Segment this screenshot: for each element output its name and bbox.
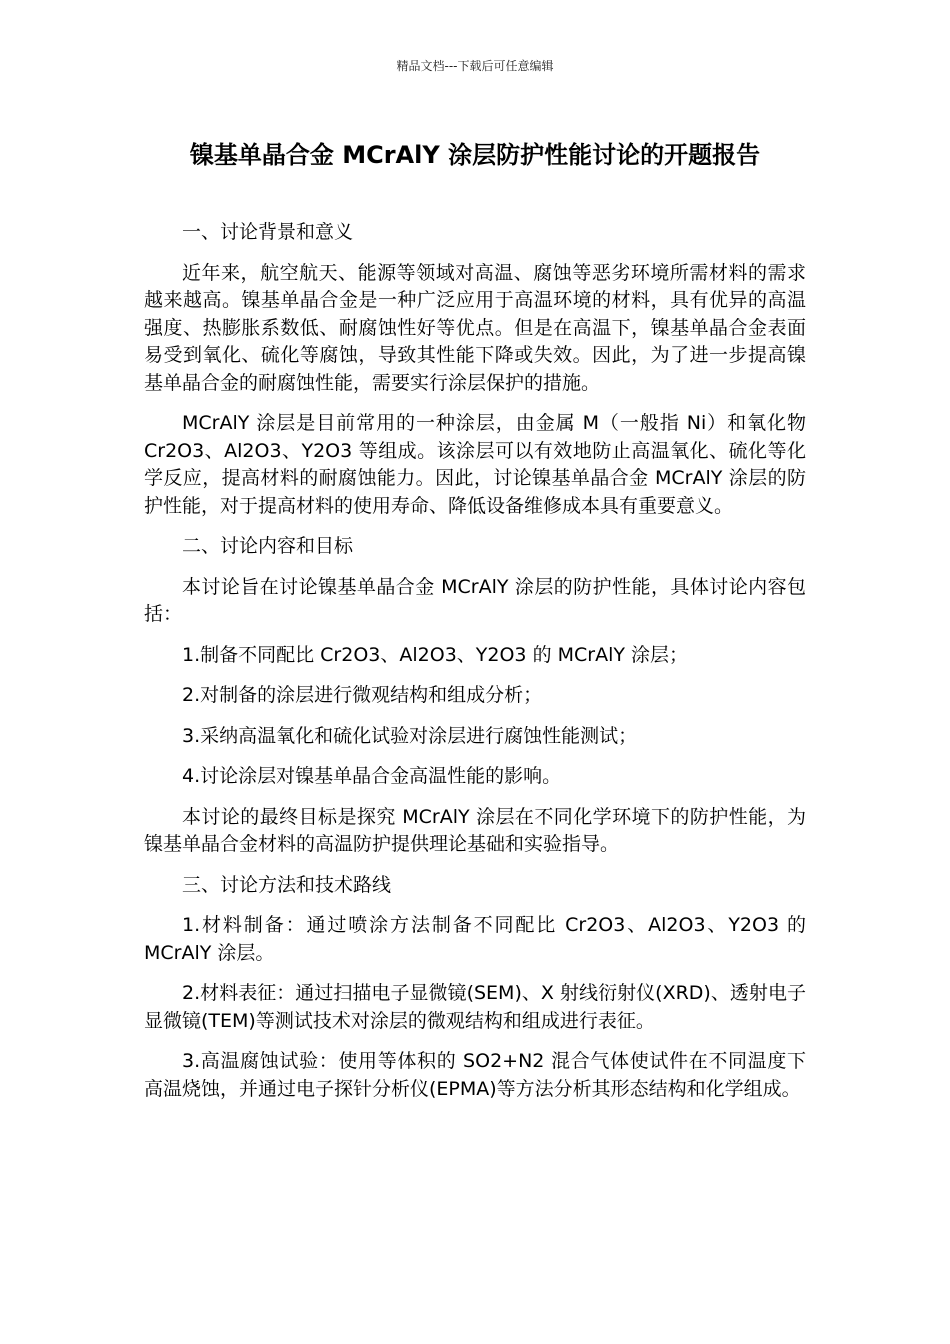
paragraph-content-intro: 本讨论旨在讨论镍基单晶合金 MCrAlY 涂层的防护性能，具体讨论内容包括： <box>144 575 806 625</box>
document-title: 镍基单晶合金 MCrAlY 涂层防护性能讨论的开题报告 <box>189 141 761 169</box>
list-item-content-3: 3.采纳高温氧化和硫化试验对涂层进行腐蚀性能测试； <box>182 724 638 747</box>
section-heading-methods: 三、讨论方法和技术路线 <box>182 873 392 896</box>
document-body <box>144 219 806 1116</box>
section-heading-content: 二、讨论内容和目标 <box>182 535 354 557</box>
section-heading-background: 一、讨论背景和意义 <box>182 221 354 243</box>
page-header: 精品文档---下载后可任意编辑 <box>396 59 554 73</box>
list-item-method-1: 1.材料制备：通过喷涂方法制备不同配比 Cr2O3、Al2O3、Y2O3 的 MCrAlY 涂层。 <box>144 914 806 964</box>
paragraph-background: 近年来，航空航天、能源等领域对高温、腐蚀等恶劣环境所需材料的需求越来越高。镍基单晶合金是一种广泛应用于高温环境的材料，具有优异的高温强度、热膨胀系数低、耐腐蚀性好等优点。但是在高温下，镍基单晶合金表面易受到氧化、硫化等腐蚀，导致其性能下降或失效。因此，为了进一步提高镍基单晶合金的耐腐蚀性能，需要实行涂层保护的措施。 <box>144 261 806 394</box>
list-item-content-2: 2.对制备的涂层进行微观结构和组成分析； <box>182 684 543 706</box>
list-item-method-3: 3.高温腐蚀试验：使用等体积的 SO2+N2 混合气体使试件在不同温度下高温烧蚀，并通过电子探针分析仪(EPMA)等方法分析其形态结构和化学组成。 <box>144 1050 806 1100</box>
list-item-content-1: 1.制备不同配比 Cr2O3、Al2O3、Y2O3 的 MCrAlY 涂层； <box>182 643 688 666</box>
list-item-content-4: 4.讨论涂层对镍基单晶合金高温性能的影响。 <box>182 765 562 787</box>
paragraph-goal: 本讨论的最终目标是探究 MCrAlY 涂层在不同化学环境下的防护性能，为镍基单晶合金材料的高温防护提供理论基础和实验指导。 <box>144 805 806 855</box>
list-item-method-2: 2.材料表征：通过扫描电子显微镜(SEM)、X 射线衍射仪(XRD)、透射电子显微镜(TEM)等测试技术对涂层的微观结构和组成进行表征。 <box>144 982 806 1032</box>
paragraph-mcraly-intro: MCrAlY 涂层是目前常用的一种涂层，由金属 M（一般指 Ni）和氧化物 Cr2O3、Al2O3、Y2O3 等组成。该涂层可以有效地防止高温氧化、硫化等化学反应，提高材料的耐腐蚀能力。因此，讨论镍基单晶合金 MCrAlY 涂层的防护性能，对于提高材料的使用寿命、降低设备维修成本具有重要意义。 <box>144 412 806 517</box>
